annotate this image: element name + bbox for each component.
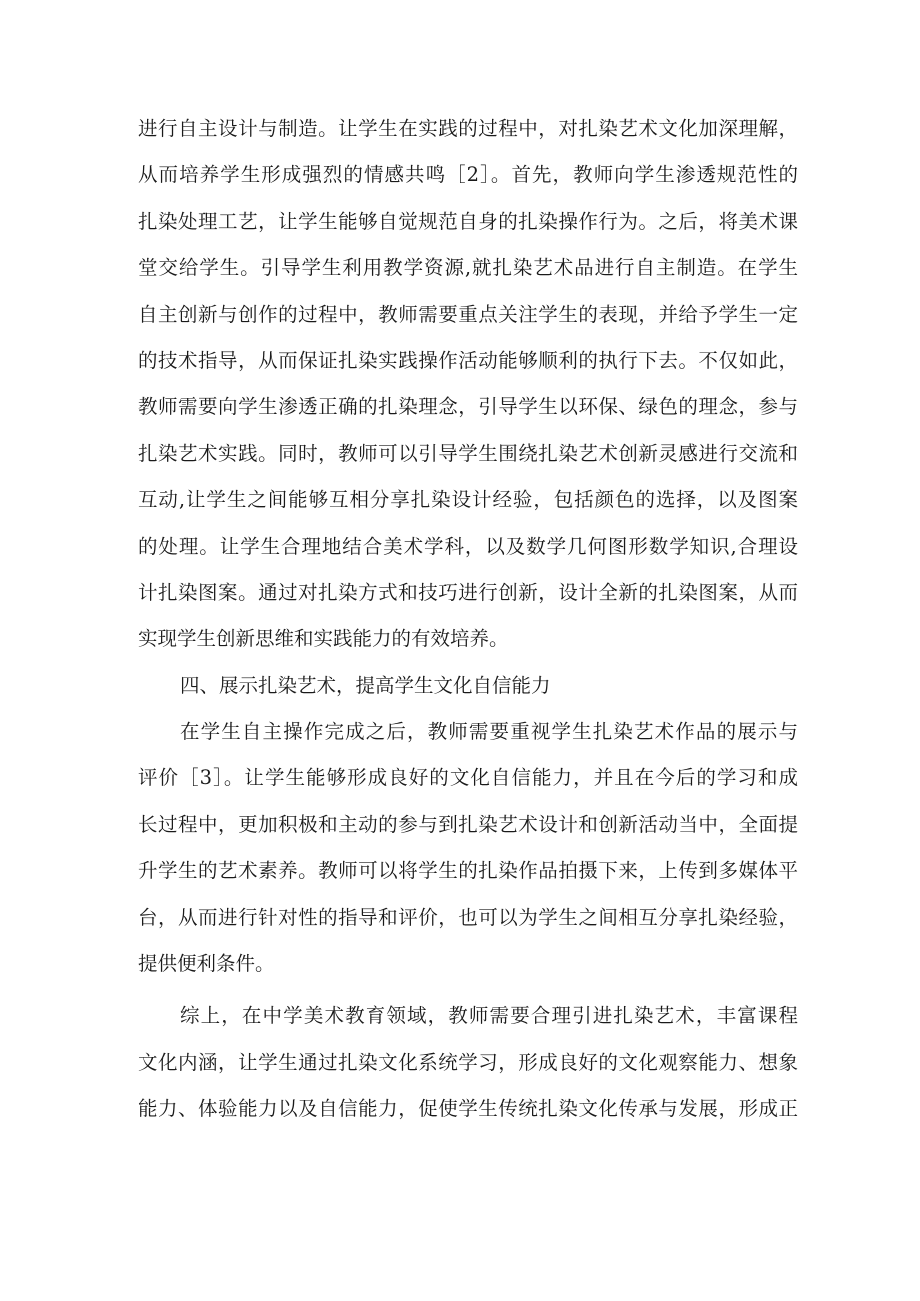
text-line: 评价［3］。让学生能够形成良好的文化自信能力，并且在今后的学习和成: [138, 766, 798, 790]
text-line: 提供便利条件。: [138, 952, 275, 976]
text-line: 从而培养学生形成强烈的情感共鸣［2］。首先，教师向学生渗透规范性的: [138, 163, 798, 187]
text-line: 台，从而进行针对性的指导和评价，也可以为学生之间相互分享扎染经验，: [138, 905, 798, 929]
paragraph-showcase: [138, 709, 798, 987]
text-line: 教师需要向学生渗透正确的扎染理念，引导学生以环保、绿色的理念，参与: [138, 395, 798, 419]
text-line: 升学生的艺术素养。教师可以将学生的扎染作品拍摄下来，上传到多媒体平: [138, 859, 798, 883]
document-page: [138, 106, 798, 1133]
text-line: 进行自主设计与制造。让学生在实践的过程中，对扎染艺术文化加深理解，: [138, 117, 798, 140]
text-line: 的技术指导，从而保证扎染实践操作活动能够顺利的执行下去。不仅如此，: [138, 348, 798, 372]
text-line: 互动,让学生之间能够互相分享扎染设计经验，包括颜色的选择，以及图案: [138, 488, 798, 512]
text-line: 长过程中，更加积极和主动的参与到扎染艺术设计和创新活动当中，全面提: [138, 812, 798, 836]
text-line: 文化内涵，让学生通过扎染文化系统学习，形成良好的文化观察能力、想象: [138, 1050, 798, 1074]
text-line: 扎染艺术实践。同时，教师可以引导学生围绕扎染艺术创新灵感进行交流和: [138, 441, 798, 465]
paragraph-conclusion: [138, 993, 798, 1132]
paragraph-practice: [138, 106, 798, 663]
section-heading: [138, 663, 798, 709]
text-line: 实现学生创新思维和实践能力的有效培养。: [138, 627, 509, 651]
text-line: 计扎染图案。通过对扎染方式和技巧进行创新，设计全新的扎染图案，从而: [138, 580, 798, 604]
text-line: 在学生自主操作完成之后，教师需要重视学生扎染艺术作品的展示与: [180, 720, 798, 744]
text-line: 自主创新与创作的过程中，教师需要重点关注学生的表现，并给予学生一定: [138, 302, 798, 326]
text-line: 能力、体验能力以及自信能力，促使学生传统扎染文化传承与发展，形成正: [138, 1097, 798, 1121]
text-line: 堂交给学生。引导学生利用教学资源,就扎染艺术品进行自主制造。在学生: [138, 256, 798, 280]
text-line: 扎染处理工艺，让学生能够自觉规范自身的扎染操作行为。之后，将美术课: [138, 209, 798, 233]
text-line: 的处理。让学生合理地结合美术学科，以及数学几何图形数学知识,合理设: [138, 534, 798, 558]
text-line: 综上，在中学美术教育领域，教师需要合理引进扎染艺术，丰富课程: [180, 1004, 798, 1028]
section-heading-text: 四、展示扎染艺术，提高学生文化自信能力: [180, 673, 551, 697]
